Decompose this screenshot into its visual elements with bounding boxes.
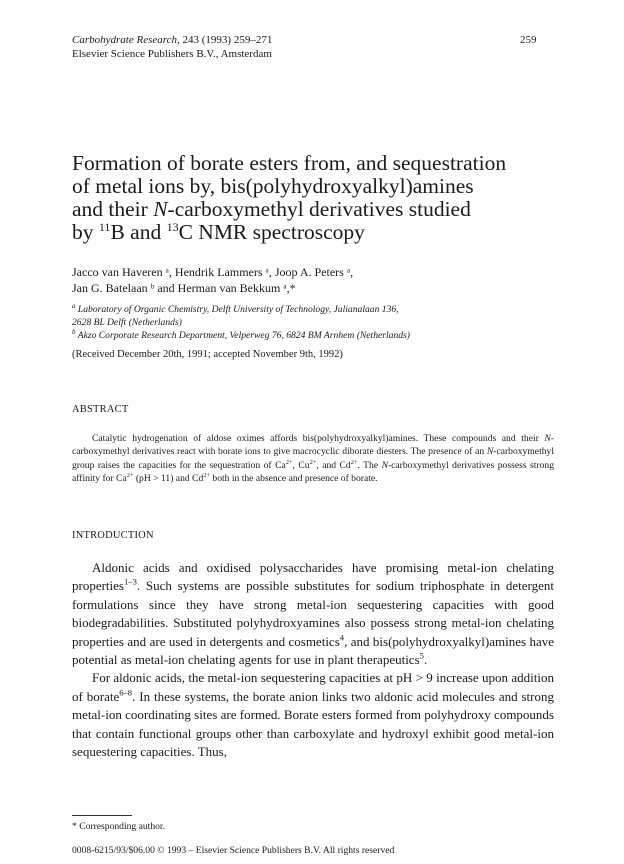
title-line-1: Formation of borate esters from, and sequestration xyxy=(72,151,507,175)
copyright-line: 0008-6215/93/$06.00 © 1993 – Elsevier Science Publishers B.V. All rights reserved xyxy=(72,845,395,856)
affiliation-b: $^b$ Akzo Corporate Research Department, Velperweg 76, 6824 BM Arnhem (Netherlands) xyxy=(72,327,410,341)
author-list xyxy=(72,264,353,296)
introduction-heading: INTRODUCTION xyxy=(72,530,154,541)
affiliations xyxy=(72,303,410,342)
footnote: * Corresponding author. xyxy=(72,821,165,832)
article-title xyxy=(72,152,552,244)
publisher-line: Elsevier Science Publishers B.V., Amsterdam xyxy=(72,48,272,60)
affiliation-a-line-2: 2628 BL Delft (Netherlands) xyxy=(72,317,182,328)
authors-line-1: Jacco van Haveren ᵃ, Hendrik Lammers ᵃ, Joop A. Peters ᵃ, xyxy=(72,265,354,279)
received-dates: (Received December 20th, 1991; accepted November 9th, 1992) xyxy=(72,349,343,360)
abstract-heading: ABSTRACT xyxy=(72,404,129,415)
journal-name: Carbohydrate Research, xyxy=(72,34,180,46)
authors-line-2: Jan G. Batelaan ᵇ and Herman van Bekkum ᵃ,* xyxy=(72,281,296,295)
page-number: 259 xyxy=(520,34,537,46)
title-line-3: and their N-carboxymethyl derivatives studied xyxy=(72,197,471,221)
journal-citation xyxy=(72,34,272,46)
introduction-body xyxy=(72,559,554,761)
paragraph-1: Aldonic acids and oxidised polysaccharides have promising metal-ion chelating properties$^{1-3}$. Such systems are possible substitutes for sodium triphosphate in detergent formulations since they have strong metal-ion sequestering capacities with good biodegradabilities. Substituted polyhydroxyamines also possess strong metal-ion chelating properties and are used in detergents and cosmetics$^4$, and bis(polyhydroxyalkyl)amines have potential as metal-ion chelating agents for use in plant therapeutics$^5$. xyxy=(72,560,554,668)
title-line-2: of metal ions by, bis(polyhydroxyalkyl)amines xyxy=(72,174,474,198)
abstract-text: Catalytic hydrogenation of aldose oximes affords bis(polyhydroxyalkyl)amines. These compounds and their N-carboxymethyl derivatives react with borate ions to give macrocyclic diborate diesters. The presence of an N-carboxymethyl group raises the capacities for the sequestration of $Ca^{2+}$, $Cu^{2+}$, and $Cd^{2+}$. The N-carboxymethyl derivatives possess strong affinity for $Ca^{2+}$ (pH > 11) and $Cd^{2+}$ both in the absence and presence of borate. xyxy=(72,433,554,484)
paragraph-2: For aldonic acids, the metal-ion sequestering capacities at pH > 9 increase upon addition of borate$^{6-8}$. In these systems, the borate anion links two aldonic acid molecules and strong metal-ion coordinating sites are formed. Borate esters formed from polyhydroxy compounds that contain functional groups other than carboxylate and hydroxyl exhibit good metal-ion sequestering capacities. Thus, xyxy=(72,670,554,760)
title-line-4: by $^{11}$B and $^{13}$C NMR spectroscopy xyxy=(72,220,365,244)
footnote-rule xyxy=(72,815,132,816)
affiliation-a: $^a$ Laboratory of Organic Chemistry, Delft University of Technology, Julianalaan 136, xyxy=(72,301,399,315)
journal-volume-pages: 243 (1993) 259–271 xyxy=(182,34,273,46)
